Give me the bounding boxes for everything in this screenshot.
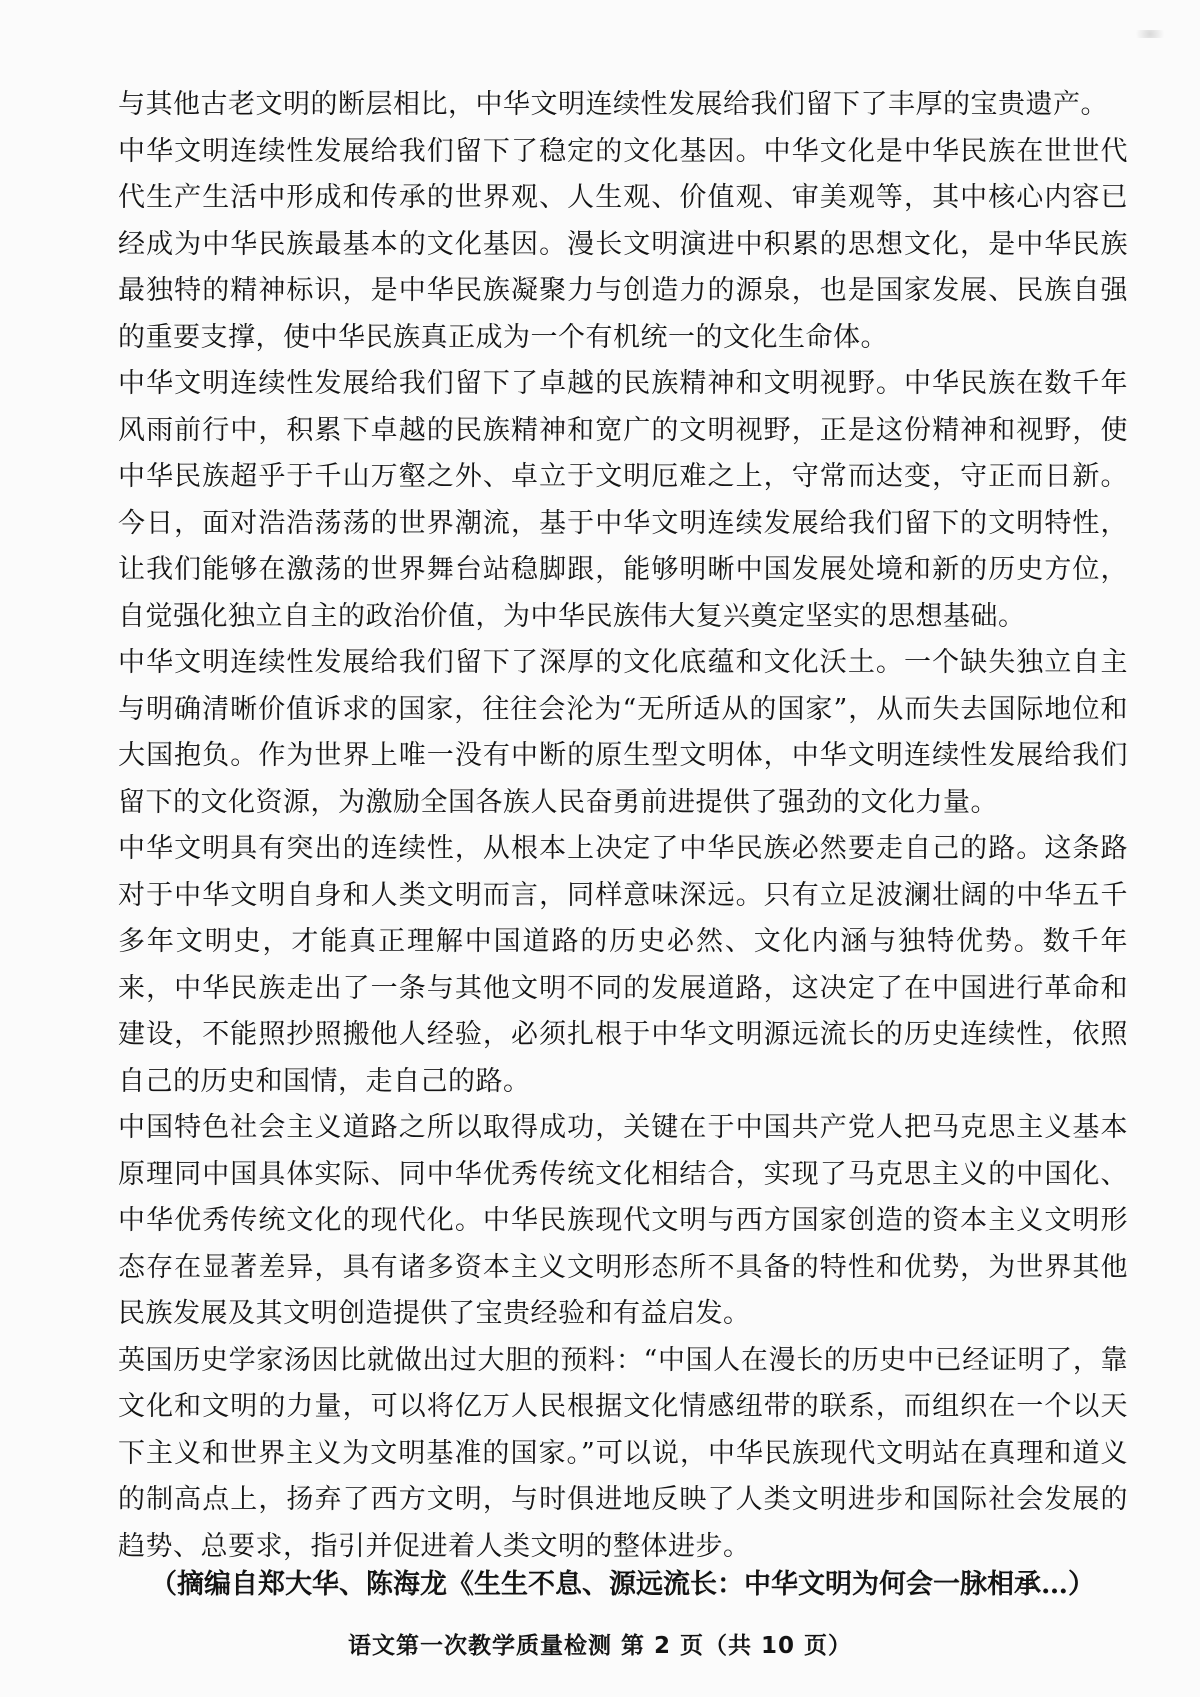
paragraph-6: 中国特色社会主义道路之所以取得成功，关键在于中国共产党人把马克思主义基本原理同中国具体实际、同中华优秀传统文化相结合，实现了马克思主义的中国化、中华优秀传统文化的现代化。中华民族现代文明与西方国家创造的资本主义文明形态存在显著差异，具有诸多资本主义文明形态所不具备的特性和优势，为世界其他民族发展及其文明创造提供了宝贵经验和有益启发。 xyxy=(118,1112,1128,1329)
paragraph-3: 中华文明连续性发展给我们留下了卓越的民族精神和文明视野。中华民族在数千年风雨前行中，积累下卓越的民族精神和宽广的文明视野，正是这份精神和视野，使中华民族超乎于千山万壑之外、卓立于文明厄难之上，守常而达变，守正而日新。今日，面对浩浩荡荡的世界潮流，基于中华文明连续发展给我们留下的文明特性，让我们能够在激荡的世界舞台站稳脚跟，能够明晰中国发展处境和新的历史方位，自觉强化独立自主的政治价值，为中华民族伟大复兴奠定坚实的思想基础。 xyxy=(118,368,1128,632)
paragraph-2: 中华文明连续性发展给我们留下了稳定的文化基因。中华文化是中华民族在世世代代生产生活中形成和传承的世界观、人生观、价值观、审美观等，其中核心内容已经成为中华民族最基本的文化基因。漫长文明演进中积累的思想文化，是中华民族最独特的精神标识，是中华民族凝聚力与创造力的源泉，也是国家发展、民族自强的重要支撑，使中华民族真正成为一个有机统一的文化生命体。 xyxy=(118,135,1128,353)
source-citation: （摘编自郑大华、陈海龙《生生不息、源远流长：中华文明为何会一脉相承…） xyxy=(150,1569,1095,1600)
paragraph-7: 英国历史学家汤因比就做出过大胆的预料：“中国人在漫长的历史中已经证明了，靠文化和文明的力量，可以将亿万人民根据文化情感纽带的联系，而组织在一个以天下主义和世界主义为文明基准的国家。”可以说，中华民族现代文明站在真理和道义的制高点上，扬弃了西方文明，与时俱进地反映了人类文明进步和国际社会发展的趋势、总要求，指引并促进着人类文明的整体进步。 xyxy=(118,1344,1128,1562)
page-footer: 语文第一次教学质量检测 第 2 页（共 10 页） xyxy=(347,1633,853,1659)
paragraph-1: 与其他古老文明的断层相比，中华文明连续性发展给我们留下了丰厚的宝贵遗产。 xyxy=(118,89,1108,120)
article-body xyxy=(118,82,1128,1570)
paragraph-4: 中华文明连续性发展给我们留下了深厚的文化底蕴和文化沃土。一个缺失独立自主与明确清晰价值诉求的国家，往往会沦为“无所适从的国家”，从而失去国际地位和大国抱负。作为世界上唯一没有中断的原生型文明体，中华文明连续性发展给我们留下的文化资源，为激励全国各族人民奋勇前进提供了强劲的文化力量。 xyxy=(118,647,1128,818)
scan-speck xyxy=(1130,30,1170,38)
paragraph-5: 中华文明具有突出的连续性，从根本上决定了中华民族必然要走自己的路。这条路对于中华文明自身和人类文明而言，同样意味深远。只有立足波澜壮阔的中华五千多年文明史，才能真正理解中国道路的历史必然、文化内涵与独特优势。数千年来，中华民族走出了一条与其他文明不同的发展道路，这决定了在中国进行革命和建设，不能照抄照搬他人经验，必须扎根于中华文明源远流长的历史连续性，依照自己的历史和国情，走自己的路。 xyxy=(118,833,1128,1097)
